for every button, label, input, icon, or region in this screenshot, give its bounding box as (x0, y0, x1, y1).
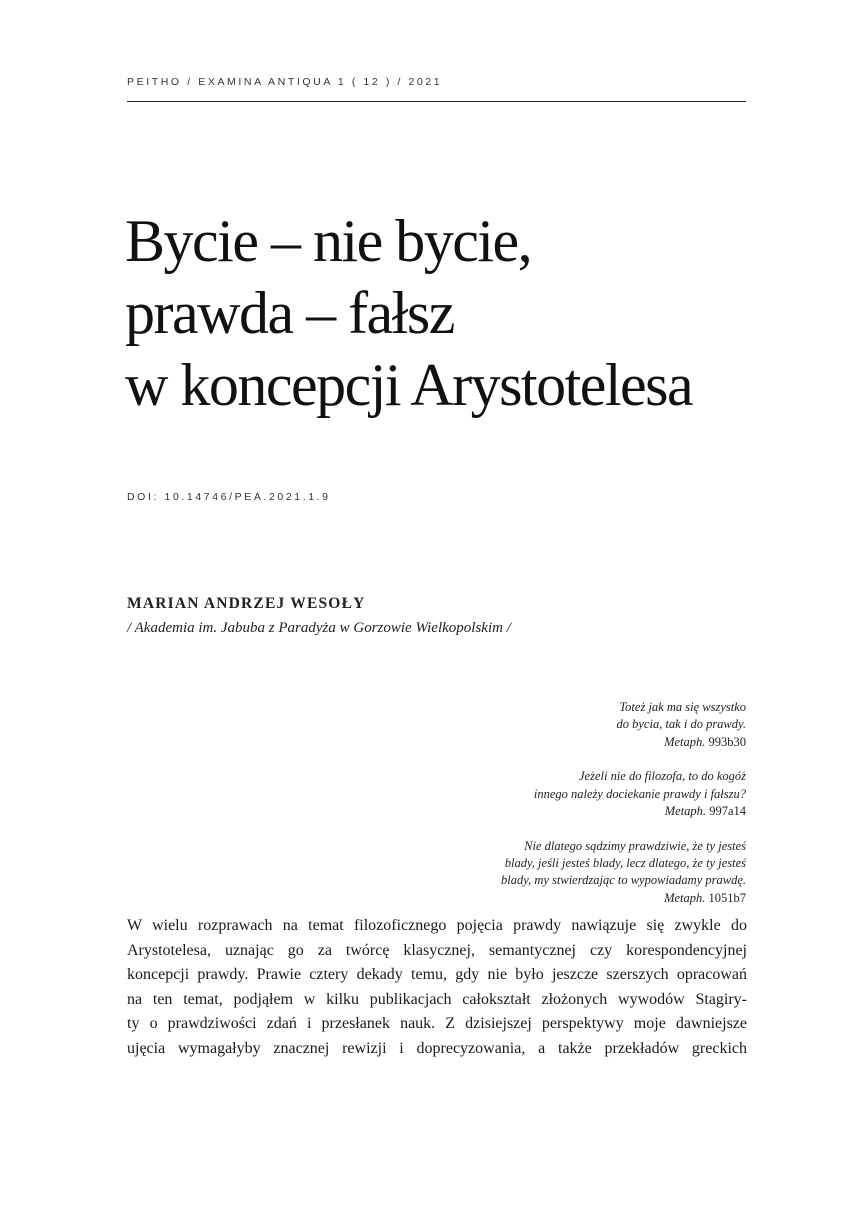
epigraph (346, 838, 746, 907)
source-ref: 1051b7 (708, 890, 746, 905)
epigraph-line: Nie dlatego sądzimy prawdziwie, że ty jesteś (524, 838, 746, 853)
source-ref: 993b30 (708, 734, 746, 749)
title-line: Bycie – nie bycie, (125, 208, 532, 274)
source-work: Metaph. (664, 890, 706, 905)
body-paragraph (127, 914, 747, 1062)
epigraph-line: blady, my stwierdzając to wypowiadamy prawdę. (500, 873, 746, 888)
epigraph-source (346, 890, 746, 907)
epigraph-line: innego należy dociekanie prawdy i fałszu? (533, 786, 746, 801)
epigraphs (346, 699, 746, 924)
author-name: MARIAN ANDRZEJ WESOŁY (127, 595, 366, 612)
epigraph-source (346, 803, 746, 820)
body-line: ujęcia wymagałyby znacznej rewizji i doprecyzowania, a także przekładów greckich (127, 1039, 747, 1057)
header-rule (127, 101, 746, 102)
author-affiliation: / Akademia im. Jabuba z Paradyża w Gorzowie Wielkopolskim / (127, 620, 511, 636)
source-work: Metaph. (664, 803, 707, 818)
article-title (125, 205, 765, 421)
body-line: W wielu rozprawach na temat filozoficznego pojęcia prawdy nawiązuje się zwykle do (127, 917, 747, 934)
epigraph-line: Toteż jak ma się wszystko (619, 700, 746, 714)
body-line: koncepcji prawdy. Prawie cztery dekady temu, gdy nie było jeszcze szerszych opracowań (127, 966, 747, 984)
epigraph (346, 768, 746, 820)
epigraph (346, 699, 746, 751)
epigraph-source (346, 734, 746, 751)
body-line: na ten temat, podjąłem w kilku publikacjach całokształt złożonych wywodów Stagiry- (127, 990, 747, 1008)
body-line: Arystotelesa, uznając go za twórcę klasycznej, semantycznej czy korespondencyjnej (127, 941, 747, 959)
title-line: w koncepcji Arystotelesa (125, 352, 693, 418)
epigraph-line: do bycia, tak i do prawdy. (616, 717, 746, 732)
running-head: PEITHO / EXAMINA ANTIQUA 1 ( 12 ) / 2021 (127, 76, 443, 88)
doi: DOI: 10.14746/PEA.2021.1.9 (127, 491, 331, 503)
title-line: prawda – fałsz (125, 280, 454, 346)
epigraph-line: blady, jeśli jesteś blady, lecz dlatego, że ty jesteś (504, 856, 746, 871)
source-ref: 997a14 (709, 803, 746, 818)
source-work: Metaph. (664, 734, 706, 749)
body-line: ty o prawdziwości zdań i przesłanek nauk. Z dzisiejszej perspektywy moje dawniejsze (127, 1015, 747, 1033)
epigraph-line: Jeżeli nie do filozofa, to do kogóż (579, 769, 746, 784)
